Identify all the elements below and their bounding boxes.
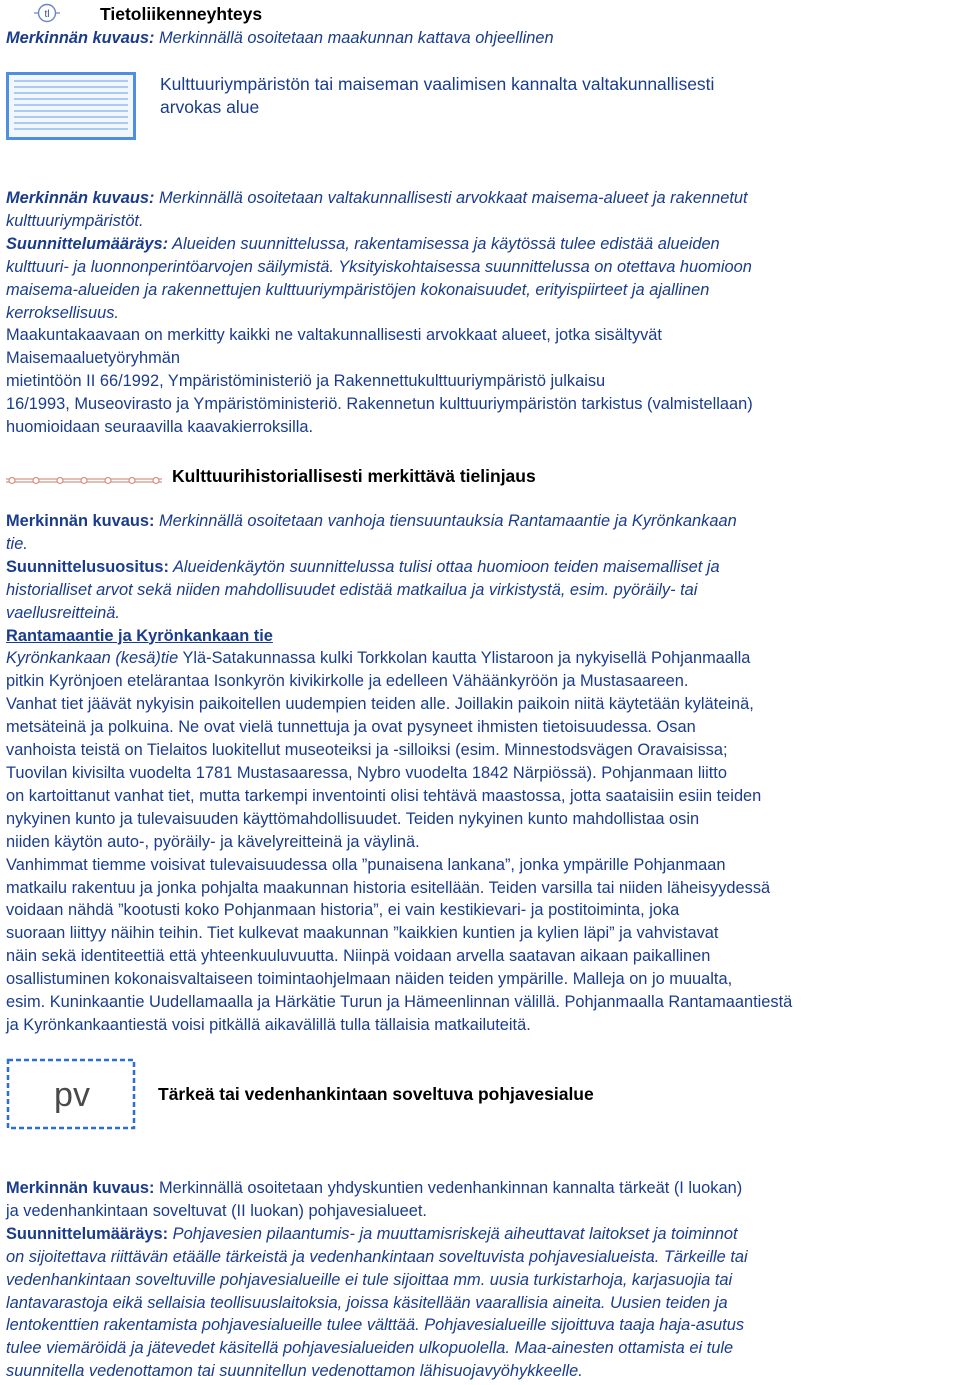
road-body-line: näin sekä identiteettiä että yhteenkuuluvuutta. Niinpä voidaan arvella saatavan aikaan paikallinen [6,947,711,966]
tl-desc-text: Merkinnällä osoitetaan maakunnan kattava ohjeellinen [154,29,554,47]
road-body-line: suoraan liittyy näihin teihin. Tiet kulkevat maakunnan ”kaikkien kuntien ja kylien läpi” ja vahvistavat [6,924,719,943]
road-body-line: voidaan nähdä ”kootusti koko Pohjanmaan historia”, ei vain kestikievari- ja postitoiminta, joka [6,901,680,920]
tl-symbol-text: tl [44,9,50,20]
road-symbol [4,473,164,487]
pv-desc-text: Merkinnällä osoitetaan yhdyskuntien vedenhankinnan kannalta tärkeät (I luokan) [154,1179,743,1197]
culture-desc-text: Merkinnällä osoitetaan valtakunnallisesti arvokkaat maisema-alueet ja rakennetut [154,189,748,207]
culture-body-line: Maisemaaluetyöryhmän [6,349,180,368]
road-body-text: Ylä-Satakunnassa kulki Torkkolan kautta Ylistaroon ja nykyisellä Pohjanmaalla [178,649,751,668]
tl-symbol-icon [34,2,60,24]
road-rec-text: historialliset arvot sekä niiden mahdollisuudet edistää matkailua ja virkistystä, esim. pyöräily- tai [6,580,698,599]
road-body-line: osallistuminen kokonaisvaltaiseen toimintaohjelmaan näiden teiden ympärille. Malleja on jo muualta, [6,970,733,989]
culture-desc-text: kulttuuriympäristöt. [6,211,144,230]
pv-desc-text: ja vedenhankintaan soveltuvat (II luokan) pohjavesialueet. [6,1201,427,1220]
road-body-line: Vanhimmat tiemme voisivat tulevaisuudessa olla ”punaisena lankana”, jonka ympärille Pohjanmaan [6,855,726,874]
pv-rule-line: lentokenttien rakentamista pohjavesialueille tulee välttää. Pohjavesialueille sijoittuva taaja haja-asutus [6,1316,745,1335]
pv-desc-label: Merkinnän kuvaus: [6,1179,155,1197]
road-body-line: esim. Kuninkaantie Uudellamaalla ja Härkätie Turun ja Hämeenlinnan välillä. Pohjanmaalla Rantamaantiestä [6,993,793,1012]
road-body-line: Vanhat tiet jäävät nykyisin paikoitellen uudempien teiden alle. Joillakin paikoin niitä käytetään kyläteinä, [6,695,754,714]
road-body-line: vanhoista teistä on Tielaitos luokitellut museoteiksi ja -silloiksi (esim. Minnestodsvägen Oravaisissa; [6,741,728,760]
culture-description [6,187,753,439]
pv-rule-text: Pohjavesien pilaantumis- ja muuttamisriskejä aiheuttavat laitokset ja toiminnot [168,1224,738,1243]
pv-title: Tärkeä tai vedenhankintaan soveltuva pohjavesialue [158,1084,594,1104]
pv-rule-line: suunnitella vedenottamon tai suunnitellun vedenottamon lähisuojavyöhykkeelle. [6,1362,583,1381]
culture-rule-text: maisema-alueiden ja rakennettujen kulttuuriympäristöjen kokonaisuudet, erityispiirteet ja ajallinen [6,280,710,299]
culture-body-line: Maakuntakaavaan on merkitty kaikki ne valtakunnallisesti arvokkaat alueet, jotka sisältyvät [6,326,662,345]
road-body-line: matkailu rakentuu ja jonka pohjalta maakunnan historia esitellään. Teiden varsilla tai niiden läheisyydessä [6,878,771,897]
road-body-line: pitkin Kyrönjoen etelärantaa Isonkyrön kivikirkolle ja edelleen Vähäänkyröön ja Mustasaareen. [6,672,689,691]
road-title: Kulttuurihistoriallisesti merkittävä tielinjaus [172,466,536,486]
pv-description [6,1177,748,1383]
culture-body-line: mietintöön II 66/1992, Ympäristöministeriö ja Rakennettukulttuuriympäristö julkaisu [6,372,606,391]
road-body-line: on kartoittanut vanhat tiet, mutta tarkempi inventointi olisi tehtävä maastossa, jotta saataisiin esiin teiden [6,786,762,805]
culture-area-icon [6,72,136,140]
road-desc-text: Merkinnällä osoitetaan vanhoja tiensuuntauksia Rantamaantie ja Kyrönkankaan [154,512,737,530]
groundwater-area-icon [6,1058,136,1130]
culture-body-line: huomioidaan seuraavilla kaavakierroksilla. [6,418,314,437]
road-rec-text: Alueidenkäytön suunnittelussa tulisi ottaa huomioon teiden maisemalliset ja [169,557,720,576]
road-body-line: niiden käytön auto-, pyöräily- ja kävelyreitteinä ja väylinä. [6,832,420,851]
historic-road-icon [4,473,164,487]
culture-title-line: arvokas alue [160,97,260,117]
road-body-italic: Kyrönkankaan (kesä)tie [6,649,179,668]
culture-rule-text: kerroksellisuus. [6,303,119,322]
pv-rule-line: vedenhankintaan soveltuville pohjavesialueille ei tule sijoittaa mm. uusia turkistarhoja, karjasuojia tai [6,1270,733,1289]
road-rec-label: Suunnittelusuositus: [6,557,169,576]
tl-desc-label: Merkinnän kuvaus: [6,29,155,47]
pv-rule-line: on sijoitettava riittävän etäälle tärkeistä ja vedenhankintaan soveltuvista pohjavesialueista. Tärkeille tai [6,1247,748,1266]
culture-rule-text: kulttuuri- ja luonnonperintöarvojen säilymistä. [6,257,334,276]
road-desc-text: tie. [6,534,28,553]
road-desc-label: Merkinnän kuvaus: [6,512,155,530]
road-sub-heading: Rantamaantie ja Kyrönkankaan tie [6,626,273,645]
tl-description [6,27,554,50]
culture-rule-label: Suunnittelumääräys: [6,234,169,253]
pv-rule-line: tulee viemäröidä ja jätevedet käsitellä pohjavesialueiden ulkopuolella. Maa-ainesten ottamista ei tule [6,1339,734,1358]
culture-rule-text: Alueiden suunnittelussa, rakentamisessa ja käytössä tulee edistää alueiden [168,234,720,253]
road-body-line: ja Kyrönkankaantiestä voisi pitkällä aikavälillä tulla tällaisia matkailuteitä. [6,1015,531,1034]
culture-title-line: Kulttuuriympäristön tai maiseman vaalimisen kannalta valtakunnallisesti [160,74,715,94]
road-body-line: Tuovilan kivisilta vuodelta 1781 Mustasaaressa, Nybro vuodelta 1842 Närpiössä). Pohjanmaan liitto [6,763,727,782]
culture-desc-label: Merkinnän kuvaus: [6,189,155,207]
pv-rule-line: lantavarastoja eikä sellaisia teollisuuslaitoksia, joissa käsitellään vaarallisia aineita. Uusien teiden ja [6,1293,728,1312]
pv-symbol-text: pv [54,1076,90,1114]
tl-title: Tietoliikenneyhteys [100,4,263,24]
culture-title [160,73,714,119]
pv-symbol [6,1058,136,1130]
culture-body-line: 16/1993, Museovirasto ja Ympäristöministeriö. Rakennetun kulttuuriympäristön tarkistus (valmistellaan) [6,395,753,414]
road-body-line: metsäteinä ja polkuina. Ne ovat vielä tunnettuja ja ovat pysyneet ihmisten tietoisuudessa. Osan [6,718,696,737]
road-body-line: nykyinen kunto ja tulevaisuuden käyttömahdollisuudet. Teiden nykyinen kunto mahdollistaa osin [6,809,700,828]
pv-rule-label: Suunnittelumääräys: [6,1224,169,1243]
tl-symbol [34,2,60,24]
culture-rule-text: Yksityiskohtaisessa suunnittelussa on otettava huomioon [333,257,752,276]
road-description [6,510,792,1037]
road-rec-text: vaellusreitteinä. [6,603,120,622]
culture-symbol [6,72,136,140]
